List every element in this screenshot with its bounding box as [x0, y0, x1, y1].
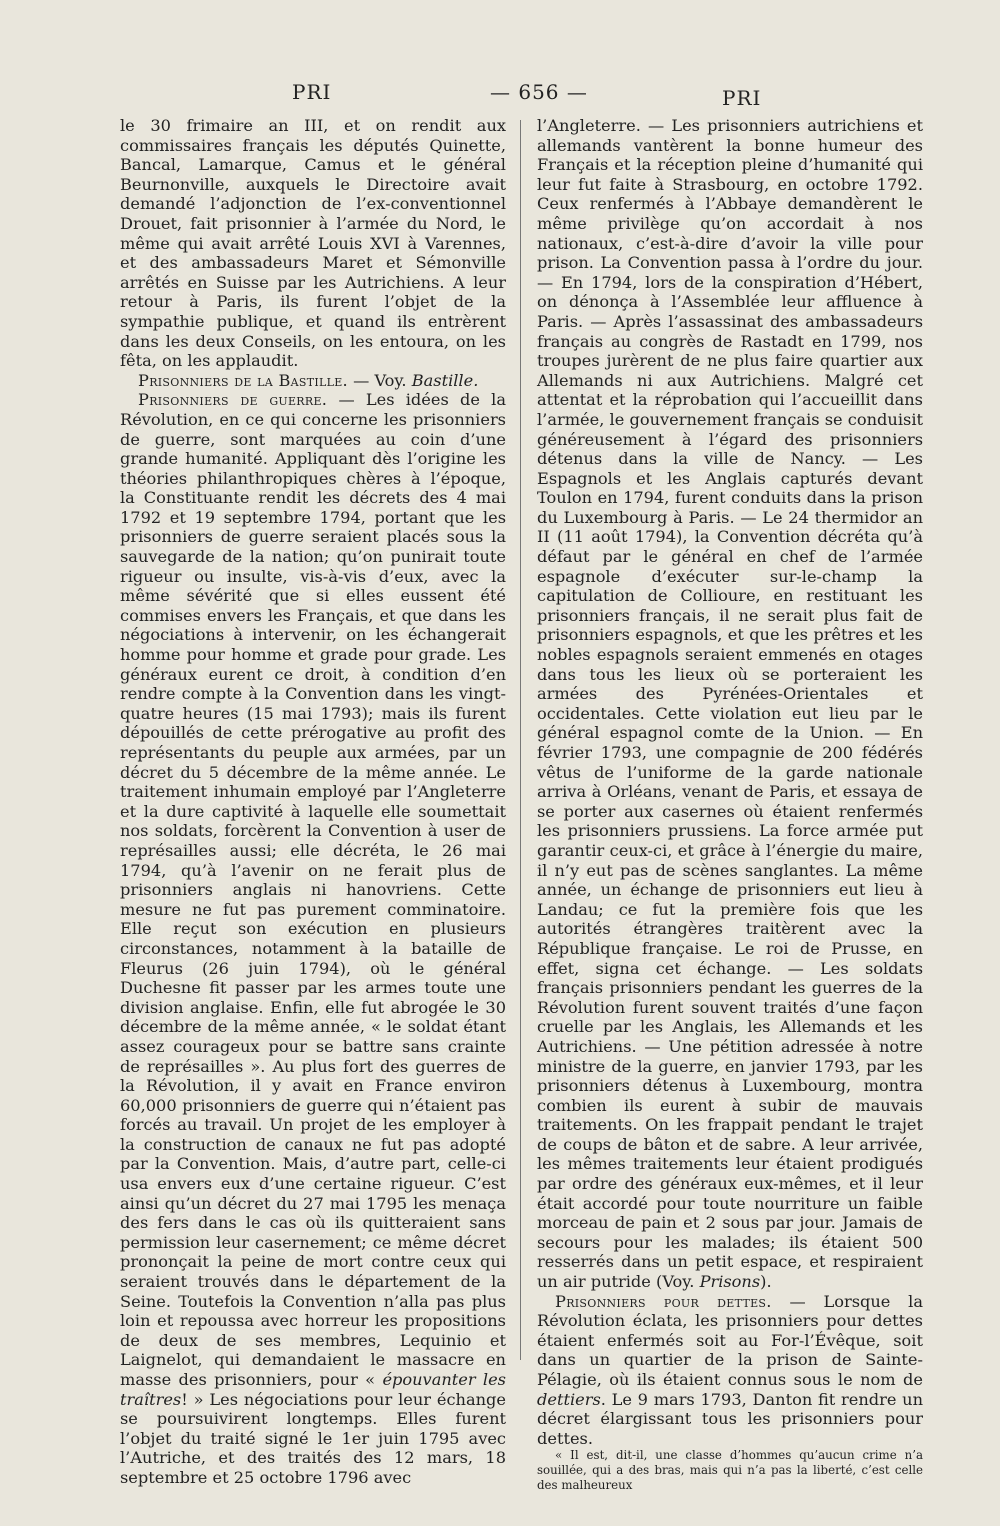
entry-heading: Prisonniers de guerre.: [138, 390, 328, 410]
entry-text: — Les idées de la Révolution, en ce qui concerne les prisonniers de guerre, sont marquées au coin d’une grande humanité. Appliquant dès l’origine les théories philanthropiques chères à l’époque, la Constituante rendit les décrets des 4 mai 1792 et 19 septembre 1794, portant que les prisonniers de guerre seraient placés sous la sauvegarde de la nation; qu’on punirait toute rigueur ou insulte, vis-à-vis d’eux, avec la même sévérité que si elles eussent été commises envers les Français, et que dans les négociations à intervenir, on les échangerait homme pour homme et grade pour grade. Les généraux eurent ce droit, à condition d’en rendre compte à la Convention dans les vingt-quatre heures (15 mai 1793); mais ils furent dépouillés de cette prérogative au profit des représentants du peuple aux armées, par un décret du 5 décembre de la même année. Le traitement inhumain employé par l’Angleterre et la dure captivité à laquelle elle soumettait nos soldats, forcèrent la Convention à user de représailles aussi; elle décréta, le 26 mai 1794, qu’à l’avenir on ne ferait plus de prisonniers anglais ni hanovriens. Cette mesure ne fut pas purement comminatoire. Elle reçut son exécution en plusieurs circonstances, notamment à la bataille de Fleurus (26 juin 1794), où le général Duchesne fit passer par les armes toute une division anglaise. Enfin, elle fut abrogée le 30 décembre de la même année, « le soldat étant assez courageux pour se battre sans crainte de représailles ». Au plus fort des guerres de la Révolution, il y avait en France environ 60,000 prisonniers de guerre qui n’étaient pas forcés au travail. Un projet de les employer à la construction de canaux ne fut pas adopté par la Convention. Mais, d’autre part, celle-ci usa envers eux d’une certaine rigueur. C’est ainsi qu’un décret du 27 mai 1795 les menaça des fers dans le cas où ils quitteraient sans permission leur casernement; ce même décret prononçait la peine de mort contre ceux qui seraient trouvés dans le département de la Seine. Toutefois la Convention n’alla pas plus loin et repoussa avec horreur les propositions de deux de ses membres, Lequinio et Laignelot, qui demandaient le massacre en masse des prisonniers, pour «: [120, 390, 506, 1389]
paragraph-continuation: [537, 116, 923, 1292]
paragraph-text: le 30 frimaire an III, et on rendit aux commissaires français les députés Quinette, Bancal, Lamarque, Camus et le général Beurnonville, auxquels le Directoire avait demandé l’adjonction de l’ex-conventionnel Drouet, fait prisonnier à l’armée du Nord, le même qui avait arrêté Louis XVI à Varennes, et des ambassadeurs Maret et Sémonville arrêtés en Suisse par les Autrichiens. A leur retour à Paris, ils furent l’objet de la sympathie publique, et quand ils entrèrent dans les deux Conseils, on les entoura, on les fêta, on les applaudit.: [120, 116, 506, 371]
running-head-left: PRI: [292, 80, 332, 104]
footnote: « Il est, dit-il, une classe d’hommes qu’aucun crime n’a souillée, qui a des bras, mais qui n’a pas la liberté, c’est celle des malheureux: [537, 1448, 923, 1493]
paragraph-text: ).: [760, 1272, 772, 1292]
column-divider: [520, 120, 521, 1360]
entry-text: — Lorsque la Révolution éclata, les prisonniers pour dettes étaient enfermés soit au For-l’Évêque, soit dans un quartier de la prison de Sainte-Pélagie, où ils étaient connus sous le nom de: [537, 1291, 923, 1389]
page-number: — 656 —: [490, 80, 588, 104]
entry-prisonniers-dettes: [537, 1292, 923, 1449]
entry-heading: Prisonniers pour dettes.: [555, 1291, 772, 1311]
entry-text: — Voy.: [348, 370, 412, 390]
right-column: [537, 116, 923, 1493]
cross-reference: Bastille.: [411, 370, 479, 390]
quotation: épouvanter les traîtres: [120, 1370, 506, 1409]
entry-prisonniers-bastille: [120, 371, 506, 391]
entry-heading: Prisonniers de la Bastille.: [138, 370, 348, 390]
cross-reference: Prisons: [699, 1272, 761, 1292]
running-head-right: PRI: [722, 86, 762, 110]
term: dettiers: [537, 1389, 601, 1409]
paragraph-text: l’Angleterre. — Les prisonniers autrichiens et allemands vantèrent la bonne humeur des Français et la réception pleine d’humanité qui leur fut faite à Strasbourg, en octobre 1792. Ceux renfermés à l’Abbaye demandèrent le même privilège qu’on accordait à nos nationaux, c’est-à-dire d’avoir la ville pour prison. La Convention passa à l’ordre du jour. — En 1794, lors de la conspiration d’Hébert, on dénonça à l’Assemblée leur affluence à Paris. — Après l’assassinat des ambassadeurs français au congrès de Rastadt en 1799, nos troupes jurèrent de ne plus faire quartier aux Allemands ni aux Autrichiens. Malgré cet attentat et la réprobation qui l’accueillit dans l’armée, le gouvernement français se conduisit généreusement à l’égard des prisonniers détenus dans la ville de Nancy. — Les Espagnols et les Anglais capturés devant Toulon en 1794, furent conduits dans la prison du Luxembourg à Paris. — Le 24 thermidor an II (11 août 1794), la Convention décréta qu’à défaut par le général en chef de l’armée espagnole d’exécuter sur-le-champ la capitulation de Collioure, en restituant les prisonniers français, il ne serait plus fait de prisonniers espagnols, et que les prêtres et les nobles espagnols seraient emmenés en otages dans tous les lieux où se porteraient les armées des Pyrénées-Orientales et occidentales. Cette violation eut lieu par le général espagnol comte de la Union. — En février 1793, une compagnie de 200 fédérés vêtus de l’uniforme de la garde nationale arriva à Orléans, venant de Paris, et essaya de se porter aux casernes où étaient renfermés les prisonniers prussiens. La force armée put garantir ceux-ci, et grâce à l’énergie du maire, il n’y eut pas de scènes sanglantes. La même année, un échange de prisonniers eut lieu à Landau; ce fut la première fois que les autorités étrangères traitèrent avec la République française. Le roi de Prusse, en effet, signa cet échange. — Les soldats français prisonniers pendant les guerres de la Révolution furent souvent traités d’une façon cruelle par les Anglais, les Allemands et les Autrichiens. — Une pétition adressée à notre ministre de la guerre, en janvier 1793, par les prisonniers détenus à Luxembourg, montra combien ils eurent à subir de mauvais traitements. On les frappait pendant le trajet de coups de bâton et de sabre. A leur arrivée, les mêmes traitements leur étaient prodigués par ordre des généraux eux-mêmes, et il leur était accordé pour toute nourriture un faible morceau de pain et 2 sous par jour. Jamais de secours pour les malades; ils étaient 500 resserrés dans un petit espace, et respiraient un air putride (Voy.: [537, 116, 923, 1292]
entry-text: . Le 9 mars 1793, Danton fit rendre un décret élargissant tous les prisonniers pour dettes.: [537, 1389, 923, 1448]
entry-text: ! » Les négociations pour leur échange se poursuivirent longtemps. Elles furent l’objet du traité signé le 1er juin 1795 avec l’Autriche, et des traités des 12 mars, 18 septembre et 25 octobre 1796 avec: [120, 1389, 506, 1487]
entry-prisonniers-guerre: [120, 390, 506, 1487]
paragraph-continuation: [120, 116, 506, 371]
left-column: [120, 116, 506, 1488]
